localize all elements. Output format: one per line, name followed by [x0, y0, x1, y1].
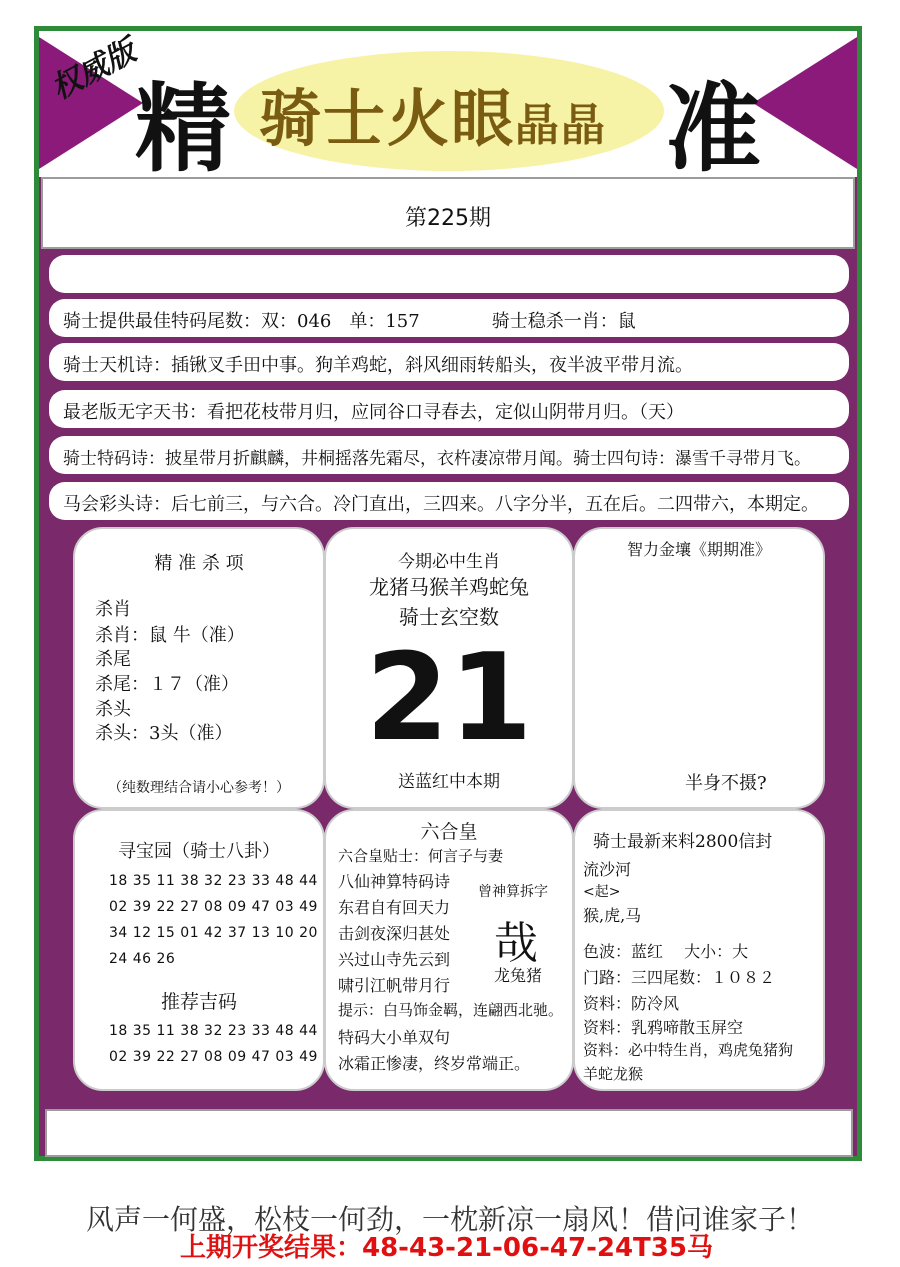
poem-line: 击剑夜深归甚处 [338, 924, 451, 943]
poem-title: 八仙神算特码诗 [338, 872, 451, 891]
news-line: 流沙河 [583, 860, 632, 879]
split-char-animals: 龙兔猪 [494, 966, 543, 985]
news-line: <起> [583, 884, 621, 900]
header-right-char: 准 [665, 72, 761, 177]
liuhe-card [324, 809, 574, 1091]
must-hit-label: 今期必中生肖 [398, 552, 500, 572]
kill-line: 杀尾：１７（准） [95, 674, 239, 695]
news-line: 猴,虎,马 [583, 906, 642, 925]
big-number: 21 [365, 629, 533, 768]
number-foot: 送蓝红中本期 [398, 772, 500, 792]
treasure-row: 02 39 22 27 08 09 47 03 49 [109, 899, 318, 915]
number-card [324, 527, 574, 809]
liuhe-tip: 六合皇贴士：何言子与妻 [338, 847, 504, 865]
kill-card [73, 527, 325, 809]
kill-note: （纯数理结合请小心参考！） [108, 780, 290, 796]
main-frame [34, 26, 862, 1161]
news-line: 羊蛇龙猴 [583, 1065, 644, 1083]
treasure-card [73, 809, 325, 1091]
row-heaven-book: 最老版无字天书：看把花枝带月归，应同谷口寻春去，定似山阴带月归。（天） [49, 390, 849, 428]
right-triangle [753, 37, 857, 169]
news-line: 资料：乳鸦啼散玉屏空 [583, 1018, 744, 1037]
kill-line: 杀头：3头（准） [95, 723, 233, 744]
empty-row [49, 255, 849, 293]
poem-line: 兴过山寺先云到 [338, 950, 451, 969]
mystic-label: 骑士玄空数 [399, 605, 499, 629]
last-result: 上期开奖结果：48-43-21-06-47-24T35马 [180, 1233, 713, 1263]
split-char: 哉 [494, 918, 538, 969]
odd-text: 冰霜正惨凄，终岁常端正。 [338, 1054, 531, 1073]
news-line: 色波：蓝红 大小：大 [583, 942, 749, 961]
row-special-poem: 骑士特码诗：披星带月折麒麟，井桐摇落先霜尽，衣杵凄凉带月闻。骑士四句诗：瀑雪千寻带月飞。 [49, 436, 849, 474]
kill-line: 杀肖：鼠 牛（准） [95, 625, 245, 646]
odd-title: 特码大小单双句 [338, 1028, 451, 1047]
bottom-slogan: 风声一何盛，松枝一何劲，一枕新凉一扇风！借问谁家子！ [85, 1203, 814, 1236]
treasure-title: 寻宝园（骑士八卦） [118, 841, 280, 862]
header-left-char: 精 [135, 72, 231, 177]
treasure-row: 18 35 11 38 32 23 33 48 44 [109, 873, 318, 889]
poem-line: 东君自有回天力 [338, 898, 451, 917]
kill-line: 杀肖 [95, 599, 131, 620]
news-title: 骑士最新来料2800信封 [593, 832, 773, 852]
kill-title: 精 准 杀 项 [154, 553, 244, 574]
liuhe-title: 六合皇 [420, 821, 478, 843]
title-main: 骑士火眼 [259, 82, 516, 155]
treasure-row: 34 12 15 01 42 37 13 10 20 [109, 925, 318, 941]
split-char-title: 曾神算拆字 [478, 884, 548, 900]
wisdom-card [573, 527, 825, 809]
news-card [573, 809, 825, 1091]
edition-label: 权威版 [45, 33, 142, 107]
kill-line: 杀尾 [95, 649, 131, 670]
wisdom-title: 智力金壤《期期准》 [626, 540, 771, 559]
row-horse-poem: 马会彩头诗：后七前三，与六合。冷门直出，三四来。八字分半，五在后。二四带六，本期定。 [49, 482, 849, 520]
must-hit-animals: 龙猪马猴羊鸡蛇兔 [369, 575, 529, 599]
treasure-row: 24 46 26 [109, 951, 176, 967]
issue-box [41, 177, 855, 249]
poem-line: 啸引江帆带月行 [338, 976, 451, 995]
lucky-row: 18 35 11 38 32 23 33 48 44 [109, 1023, 318, 1039]
row-tail-numbers: 骑士提供最佳特码尾数：双：046 单：157 骑士稳杀一肖：鼠 [49, 299, 849, 337]
footer-box [45, 1109, 853, 1157]
lucky-row: 02 39 22 27 08 09 47 03 49 [109, 1049, 318, 1065]
header-title [259, 69, 607, 158]
wisdom-foot: 半身不摄? [685, 773, 767, 794]
news-line: 资料：必中特生肖，鸡虎兔猪狗 [583, 1041, 794, 1059]
header [39, 31, 857, 177]
lucky-title: 推荐吉码 [160, 991, 237, 1013]
kill-line: 杀头 [95, 699, 131, 720]
title-suffix: 晶晶 [515, 100, 608, 151]
news-line: 资料：防冷风 [583, 994, 680, 1013]
news-line: 门路：三四尾数：１０８２ [583, 968, 776, 987]
liuhe-hint: 提示：白马饰金羁，连翩西北驰。 [338, 1001, 564, 1019]
row-poem: 骑士天机诗：插锹叉手田中事。狗羊鸡蛇，斜风细雨转船头，夜半波平带月流。 [49, 343, 849, 381]
issue-number: 第225期 [405, 206, 491, 231]
